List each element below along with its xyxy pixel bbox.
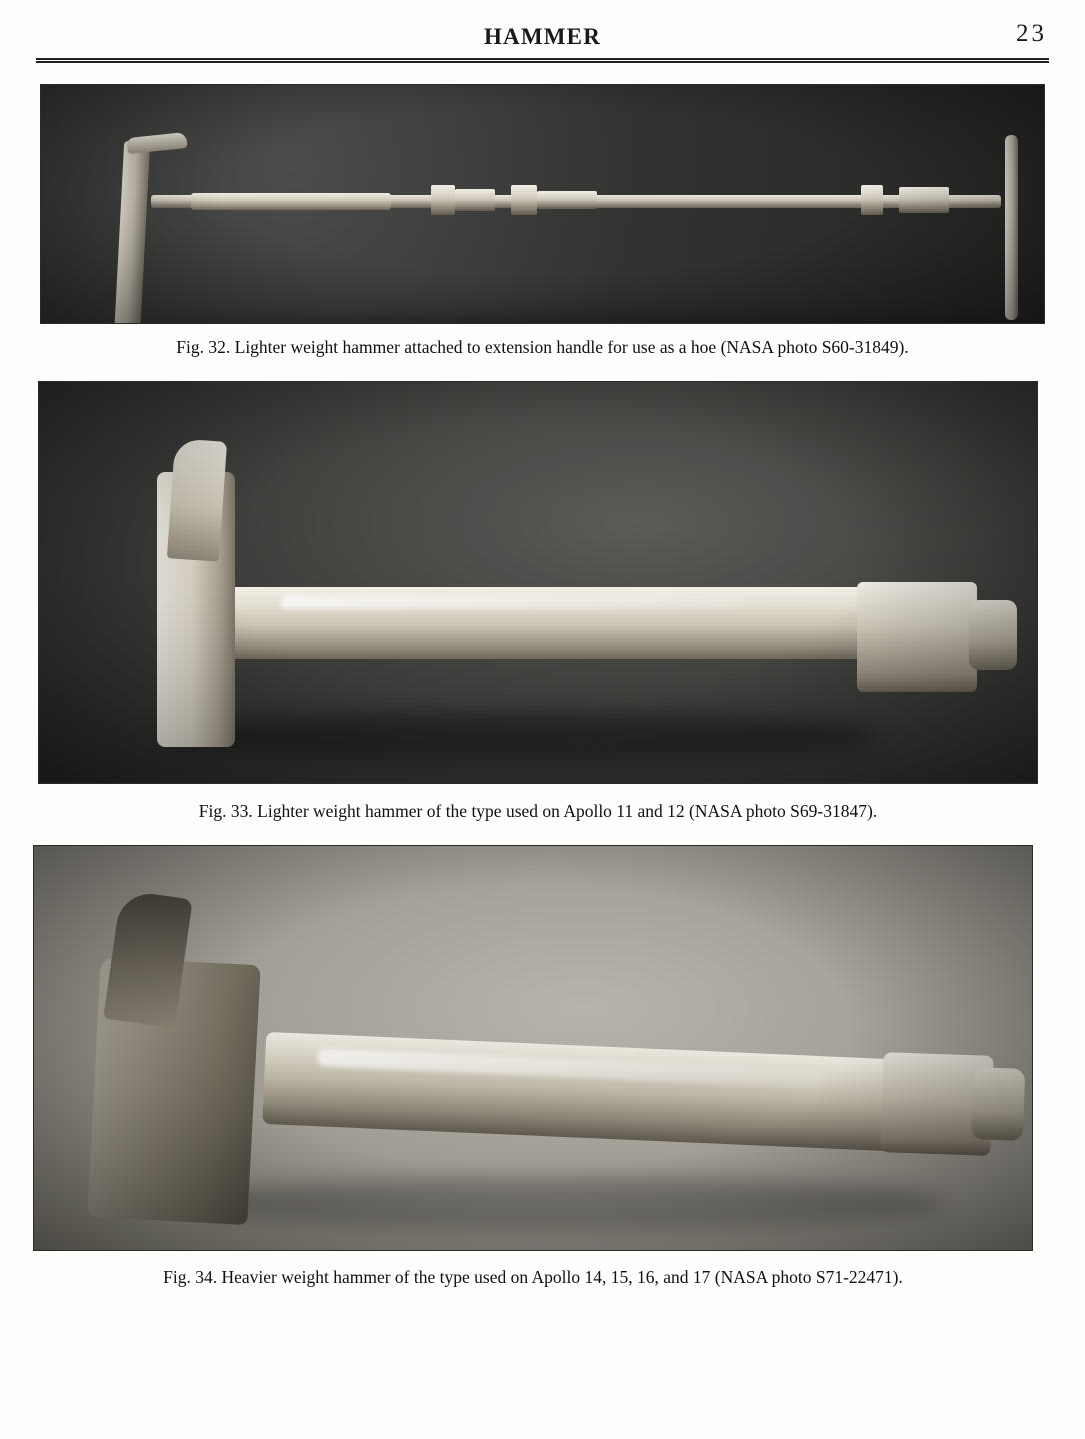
hammer-claw bbox=[126, 132, 187, 154]
hammer-handle bbox=[262, 1032, 915, 1152]
figure-33-image bbox=[38, 381, 1038, 784]
handle-end-tip bbox=[969, 600, 1017, 670]
photo-shadow bbox=[131, 320, 1011, 324]
handle-collar-1 bbox=[431, 185, 455, 215]
figure-32-image bbox=[40, 84, 1045, 324]
hammer-handle bbox=[213, 587, 874, 659]
handle-collar-3 bbox=[861, 185, 883, 215]
handle-collar-2 bbox=[511, 185, 537, 215]
figure-33-caption: Fig. 33. Lighter weight hammer of the type used on Apollo 11 and 12 (NASA photo S69-31847). bbox=[198, 801, 878, 821]
handle-joint-1 bbox=[455, 189, 495, 211]
photo-lighter-weight-hammer bbox=[38, 381, 1038, 784]
page-title: HAMMER bbox=[483, 24, 602, 49]
handle-segment bbox=[537, 191, 597, 209]
page-header bbox=[36, 20, 1049, 68]
handle-socket-fitting bbox=[857, 582, 977, 692]
figure-34-image bbox=[33, 845, 1033, 1251]
figure-32-caption: Fig. 32. Lighter weight hammer attached to extension handle for use as a hoe (NASA photo S60-31849). bbox=[176, 337, 909, 357]
page-number: 23 bbox=[1016, 20, 1047, 47]
hammer-head bbox=[114, 141, 150, 324]
handle-end-tip bbox=[971, 1067, 1025, 1141]
hammer-claw bbox=[167, 438, 227, 561]
hammer-striking-face bbox=[128, 1152, 243, 1234]
photo-heavier-weight-hammer bbox=[33, 845, 1033, 1251]
photo-shadow bbox=[159, 712, 879, 762]
photo-hammer-with-extension-handle bbox=[40, 84, 1045, 324]
header-rule bbox=[36, 58, 1049, 63]
handle-joint-2 bbox=[899, 187, 949, 213]
photo-shadow bbox=[184, 1176, 944, 1231]
extension-handle-shaft-upper bbox=[191, 193, 391, 210]
figure-34-caption: Fig. 34. Heavier weight hammer of the type used on Apollo 14, 15, 16, and 17 (NASA photo S71-22471). bbox=[163, 1267, 903, 1287]
t-bar-handle bbox=[1005, 135, 1018, 320]
